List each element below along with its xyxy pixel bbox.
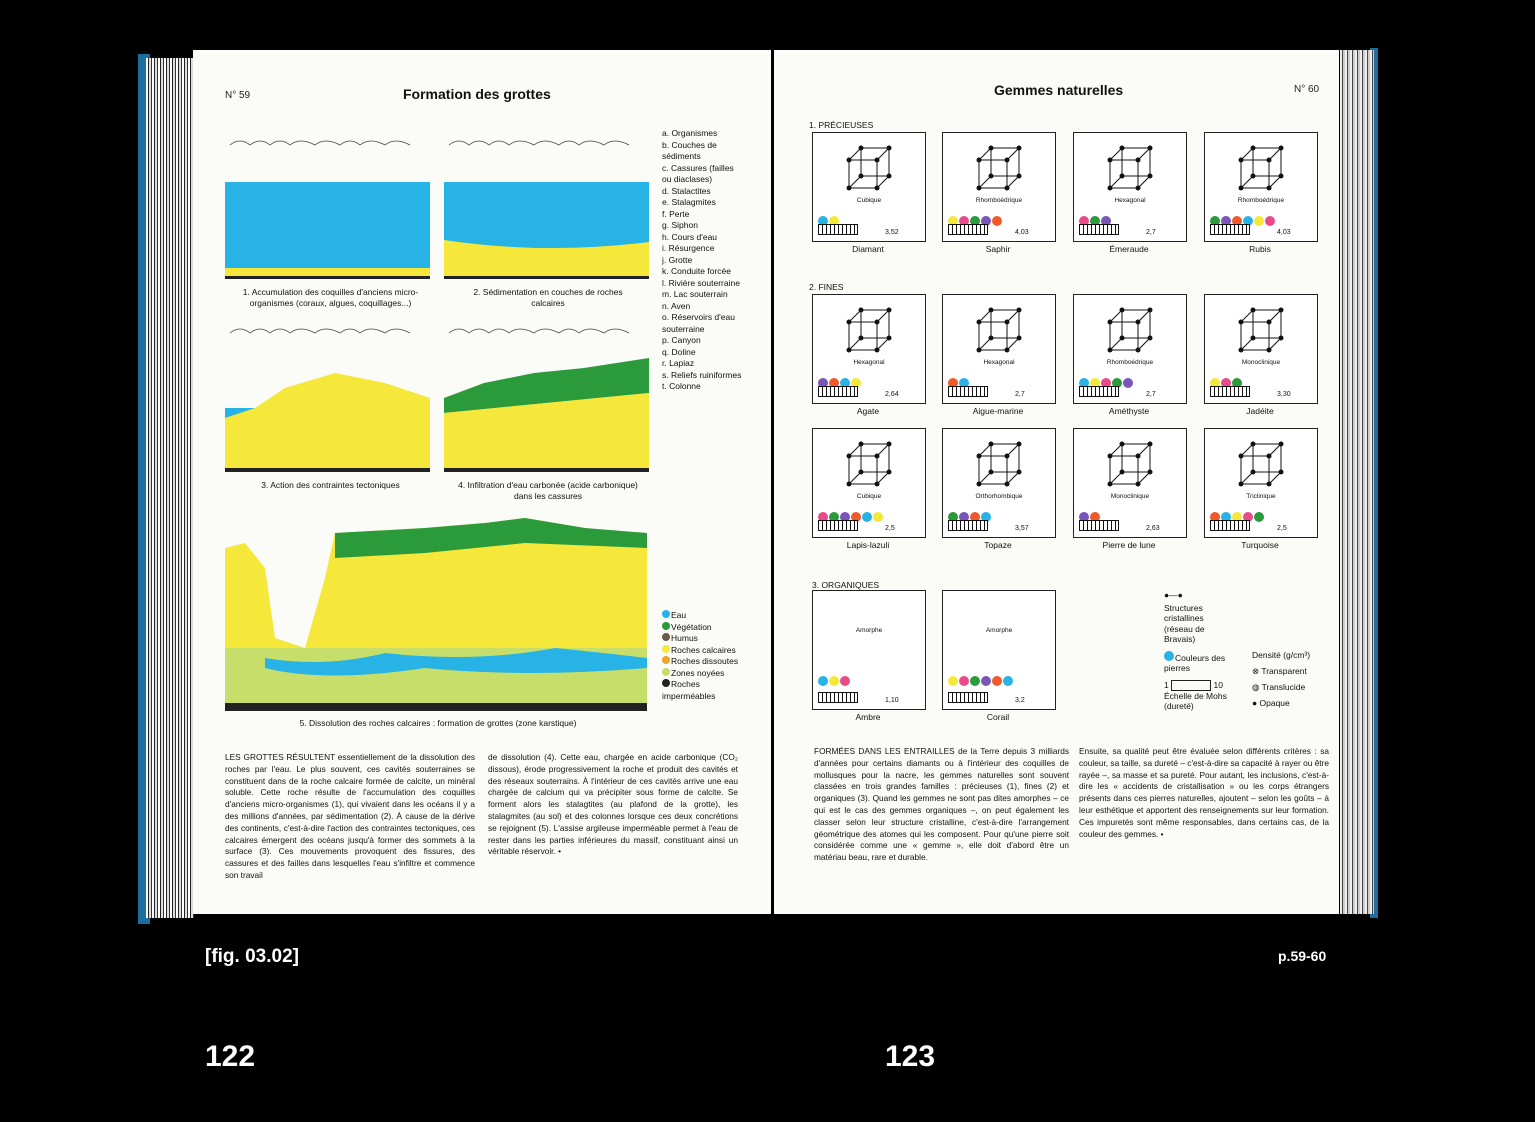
- diagram-2-sedimentation: [444, 130, 649, 285]
- gem-name: Jadéite: [1246, 406, 1274, 416]
- open-book: [138, 44, 1378, 924]
- key-structures: ●—● Structures cristallines (réseau de Bravais): [1164, 590, 1205, 644]
- caption-5: 5. Dissolution des roches calcaires : formation de grottes (zone karstique): [299, 718, 577, 728]
- gem-name: Aigue-marine: [972, 406, 1024, 416]
- color-swatch: [818, 676, 828, 686]
- color-swatch: [1003, 676, 1013, 686]
- density-value: 4,03: [1277, 229, 1291, 236]
- color-swatch: [829, 676, 839, 686]
- page-number-right: 123: [885, 1040, 936, 1073]
- gem-name: Corail: [986, 712, 1010, 722]
- right-text-col-1: FORMÉES DANS LES ENTRAILLES de la Terre depuis 3 milliards d'années pour certains diamants ou à l'intérieur des coquilles de mollusques pour la nacre, les gemmes naturelles sont souvent classées en trois grandes familles : précieuses (1), fines (2) et organiques (3). Quand les gemmes ne sont pas dites amorphes – ce qui est le cas des gemmes organiques –, on peut également les classer selon leur structure cristalline, c'est-à-dire l'arrangement géométrique des atomes qui les composent. Pour qu'une pierre soit considérée comme une « gemme », elle doit d'abord être un matériau beau, rare et durable.: [814, 746, 1069, 863]
- crystal-system-label: Rhomboédrique: [1237, 197, 1285, 204]
- gem-card: [1204, 132, 1318, 242]
- legend-letter: t. Colonne: [662, 381, 701, 391]
- legend-letter: d. Stalactites: [662, 185, 711, 196]
- mohs-scale-bar: [948, 386, 988, 397]
- color-swatch: [970, 676, 980, 686]
- density-value: 1,10: [885, 697, 899, 704]
- color-swatch: [1254, 512, 1264, 522]
- legend-letter: f. Perte: [662, 208, 690, 219]
- page-edges-right: [1340, 50, 1374, 914]
- mohs-scale-bar: [1210, 224, 1250, 235]
- color-swatch: [840, 676, 850, 686]
- gem-name: Diamant: [852, 244, 884, 254]
- gem-card: [812, 590, 926, 710]
- gem-name: Rubis: [1249, 244, 1271, 254]
- gem-card: [812, 132, 926, 242]
- key-density: Densité (g/cm³): [1252, 650, 1311, 660]
- crystal-system-label: Cubique: [856, 493, 882, 500]
- crystal-system-label: Orthorhombique: [975, 493, 1023, 500]
- density-value: 2,63: [1146, 525, 1160, 532]
- crystal-lattice-icon: [1231, 303, 1291, 355]
- section-precieuses: 1. PRÉCIEUSES: [809, 120, 874, 130]
- gem-name: Émeraude: [1109, 244, 1149, 254]
- gem-card: [942, 428, 1056, 538]
- color-swatch: [1265, 216, 1275, 226]
- legend-color-item: Végétation: [662, 622, 742, 634]
- mohs-scale-bar: [948, 692, 988, 703]
- crystal-system-label: Triclinique: [1246, 493, 1276, 500]
- crystal-system-label: Hexagonal: [983, 359, 1015, 366]
- gem-card: [1073, 428, 1187, 538]
- page-number-left: 122: [205, 1040, 256, 1073]
- legend-letter: j. Grotte: [662, 254, 693, 265]
- legend-letter: a. Organismes: [662, 128, 718, 138]
- crystal-system-label: Hexagonal: [853, 359, 885, 366]
- crystal-lattice-icon: [839, 437, 899, 489]
- gem-name: Turquoise: [1241, 540, 1279, 550]
- legend-letter: h. Cours d'eau: [662, 231, 718, 242]
- density-value: 3,2: [1015, 697, 1025, 704]
- crystal-lattice-icon: [1231, 141, 1291, 193]
- diagram-4-infiltration: [444, 318, 649, 478]
- gem-card: [942, 590, 1056, 710]
- legend-letter: q. Doline: [662, 346, 696, 357]
- color-swatch: [1254, 216, 1264, 226]
- key-translucide: ◍ Translucide: [1252, 682, 1306, 692]
- density-value: 3,57: [1015, 525, 1029, 532]
- density-value: 2,5: [885, 525, 895, 532]
- page-ref: p.59-60: [1278, 948, 1327, 964]
- legend-letter: e. Stalagmites: [662, 197, 716, 207]
- left-text-col-2: de dissolution (4). Cette eau, chargée en acide carbonique (CO₂ dissous), érode progressivement la roche et produit des cavités et des réseaux souterrains. À l'intérieur de ces cavités arrive une eau chargée de calcium qui va précipiter sous forme de calcite. Se forment alors les stalagtites (au plafond de la grotte), les stalagmites (au sol) et des colonnes lorsque ces deux concrétions se rejoignent (5). L'assise argileuse imperméable permet à l'eau de rester dans les parties inférieures du massif, constituant ainsi un véritable réservoir. •: [488, 752, 738, 857]
- crystal-system-label: Rhomboédrique: [1106, 359, 1154, 366]
- color-swatch: [959, 676, 969, 686]
- gem-name: Lapis-lazuli: [846, 540, 890, 550]
- crystal-system-label: Monoclinique: [1110, 493, 1150, 500]
- color-swatch: [992, 676, 1002, 686]
- left-text-col-1: LES GROTTES RÉSULTENT essentiellement de la dissolution des roches par l'eau. Le plus souvent, ces cavités souterraines se constituent dans de la roche calcaire formée de calcite, un minéral soluble. Cette roche résulte de l'accumulation des coquilles d'anciens micro-organismes (1), qui vivaient dans les océans il y a des millions d'années, par sédimentation (2). À cause de la dérive des continents, c'est-à-dire l'action des contraintes tectoniques, ces calcaires émergent des océans jusqu'à former des sommets à la surface (3). Ces mouvements provoquent des fissures, des cassures et des failles dans lesquelles l'eau s'infiltre et commence son travail: [225, 752, 475, 880]
- gem-name: Améthyste: [1108, 406, 1150, 416]
- gem-card: [1204, 294, 1318, 404]
- color-swatch: [862, 512, 872, 522]
- caption-1: 1. Accumulation des coquilles d'anciens micro-organismes (coraux, algues, coquillages...): [242, 287, 419, 308]
- legend-color-item: Humus: [662, 633, 742, 645]
- legend-letter: i. Résurgence: [662, 243, 715, 253]
- density-value: 2,5: [1277, 525, 1287, 532]
- crystal-lattice-icon: [839, 141, 899, 193]
- crystal-system-label: Monoclinique: [1241, 359, 1281, 366]
- diagram-1-accumulation: [225, 130, 430, 285]
- crystal-lattice-icon: [969, 303, 1029, 355]
- legend-letter: r. Lapiaz: [662, 358, 695, 368]
- density-value: 3,52: [885, 229, 899, 236]
- crystal-system-label: Amorphe: [985, 627, 1013, 634]
- color-swatch: [1123, 378, 1133, 388]
- mohs-scale-bar: [948, 224, 988, 235]
- gem-color-swatches: [948, 673, 1014, 691]
- right-page: [774, 50, 1339, 914]
- mohs-scale-bar: [1079, 224, 1119, 235]
- mohs-scale-bar: [818, 224, 858, 235]
- mohs-scale-bar: [1079, 386, 1119, 397]
- key-mohs: 1 10 Échelle de Mohs (dureté): [1164, 679, 1227, 712]
- crystal-lattice-icon: [969, 141, 1029, 193]
- gem-name: Ambre: [855, 712, 881, 722]
- density-value: 2,7: [1015, 391, 1025, 398]
- folio-left: N° 59: [225, 90, 251, 101]
- crystal-system-label: Rhomboédrique: [975, 197, 1023, 204]
- crystal-lattice-icon: [1100, 437, 1160, 489]
- color-swatch: [992, 216, 1002, 226]
- legend-color-item: Zones noyées: [662, 668, 742, 680]
- crystal-system-label: Cubique: [856, 197, 882, 204]
- legend-letter: l. Rivière souterraine: [662, 277, 740, 288]
- crystal-lattice-icon: [1100, 303, 1160, 355]
- mohs-scale-bar: [1210, 386, 1250, 397]
- gem-card: [942, 294, 1056, 404]
- folio-right: N° 60: [1294, 84, 1320, 95]
- legend-color-item: Roches imperméables: [662, 679, 716, 701]
- left-page: [193, 50, 771, 914]
- caption-2: 2. Sédimentation en couches de roches calcaires: [473, 287, 623, 308]
- gem-card: [812, 294, 926, 404]
- legend-color-item: Roches dissoutes: [662, 656, 742, 668]
- key-transparent: ⊗ Transparent: [1252, 666, 1307, 676]
- legend-letter: p. Canyon: [662, 335, 701, 345]
- letters-legend: [662, 128, 742, 393]
- legend-letter: o. Réservoirs d'eau souterraine: [662, 312, 735, 334]
- density-value: 4,03: [1015, 229, 1029, 236]
- crystal-lattice-icon: [839, 303, 899, 355]
- crystal-lattice-icon: [1231, 437, 1291, 489]
- mohs-scale-bar: [1079, 520, 1119, 531]
- legend-letter: m. Lac souterrain: [662, 289, 728, 299]
- color-swatch: [948, 676, 958, 686]
- legend-letter: k. Conduite forcée: [662, 266, 731, 276]
- page-title-right: Gemmes naturelles: [994, 82, 1124, 98]
- legend-letter: g. Siphon: [662, 220, 698, 230]
- color-swatch: [981, 676, 991, 686]
- caption-3: 3. Action des contraintes tectoniques: [261, 480, 400, 490]
- gem-card: [1073, 294, 1187, 404]
- mohs-scale-bar: [1210, 520, 1250, 531]
- key-opaque: ● Opaque: [1252, 698, 1290, 708]
- section-fines: 2. FINES: [809, 282, 844, 292]
- color-swatch: [873, 512, 883, 522]
- mohs-scale-bar: [818, 386, 858, 397]
- right-text-col-2: Ensuite, sa qualité peut être évaluée selon différents critères : sa couleur, sa taille, sa dureté – c'est-à-dire sa capacité à rayer ou être rayée –, sa masse et sa pureté. Pour autant, les inclusions, c'est-à-dire les « accidents de cristallisation » ou les corps étrangers présents dans ces pierres naturelles, ajoutent – selon les goûts – à leur esthétique et apportent des renseignements sur leur formation. Ces impuretés sont même responsables, dans certains cas, de la couleur des gemmes. •: [1079, 746, 1329, 839]
- gem-name: Saphir: [985, 244, 1011, 254]
- figure-label: [fig. 03.02]: [205, 946, 299, 967]
- legend-letter: c. Cassures (failles ou diaclases): [662, 162, 734, 184]
- diagram-3-tectonics: [225, 318, 430, 478]
- gem-name: Agate: [856, 406, 880, 416]
- mohs-scale-bar: [948, 520, 988, 531]
- legend-color-item: Eau: [662, 610, 742, 622]
- crystal-system-label: Hexagonal: [1114, 197, 1146, 204]
- legend-letter: n. Aven: [662, 300, 691, 311]
- legend-color-item: Roches calcaires: [662, 645, 742, 657]
- section-organiques: 3. ORGANIQUES: [812, 580, 880, 590]
- mohs-scale-bar: [818, 520, 858, 531]
- color-legend: [662, 610, 742, 702]
- crystal-lattice-icon: [1100, 141, 1160, 193]
- density-value: 3,30: [1277, 391, 1291, 398]
- key-colors: Couleurs des pierres: [1164, 652, 1226, 673]
- legend-letter: b. Couches de sédiments: [662, 139, 717, 161]
- gem-card: [942, 132, 1056, 242]
- crystal-system-label: Amorphe: [855, 627, 883, 634]
- gem-name: Pierre de lune: [1102, 540, 1156, 550]
- caption-4: 4. Infiltration d'eau carbonée (acide carbonique) dans les cassures: [458, 480, 638, 501]
- gem-key: [1164, 590, 1334, 712]
- density-value: 2,7: [1146, 391, 1156, 398]
- gem-card: [1073, 132, 1187, 242]
- diagram-5-karst: [225, 518, 647, 716]
- mohs-scale-bar: [818, 692, 858, 703]
- crystal-lattice-icon: [969, 437, 1029, 489]
- gem-card: [812, 428, 926, 538]
- gem-card: [1204, 428, 1318, 538]
- page-edges-left: [146, 58, 194, 918]
- gem-name: Topaze: [984, 540, 1012, 550]
- gem-color-swatches: [818, 673, 851, 691]
- density-value: 2,7: [1146, 229, 1156, 236]
- legend-letter: s. Reliefs ruiniformes: [662, 369, 742, 380]
- density-value: 2,64: [885, 391, 899, 398]
- page-title-left: Formation des grottes: [403, 86, 551, 102]
